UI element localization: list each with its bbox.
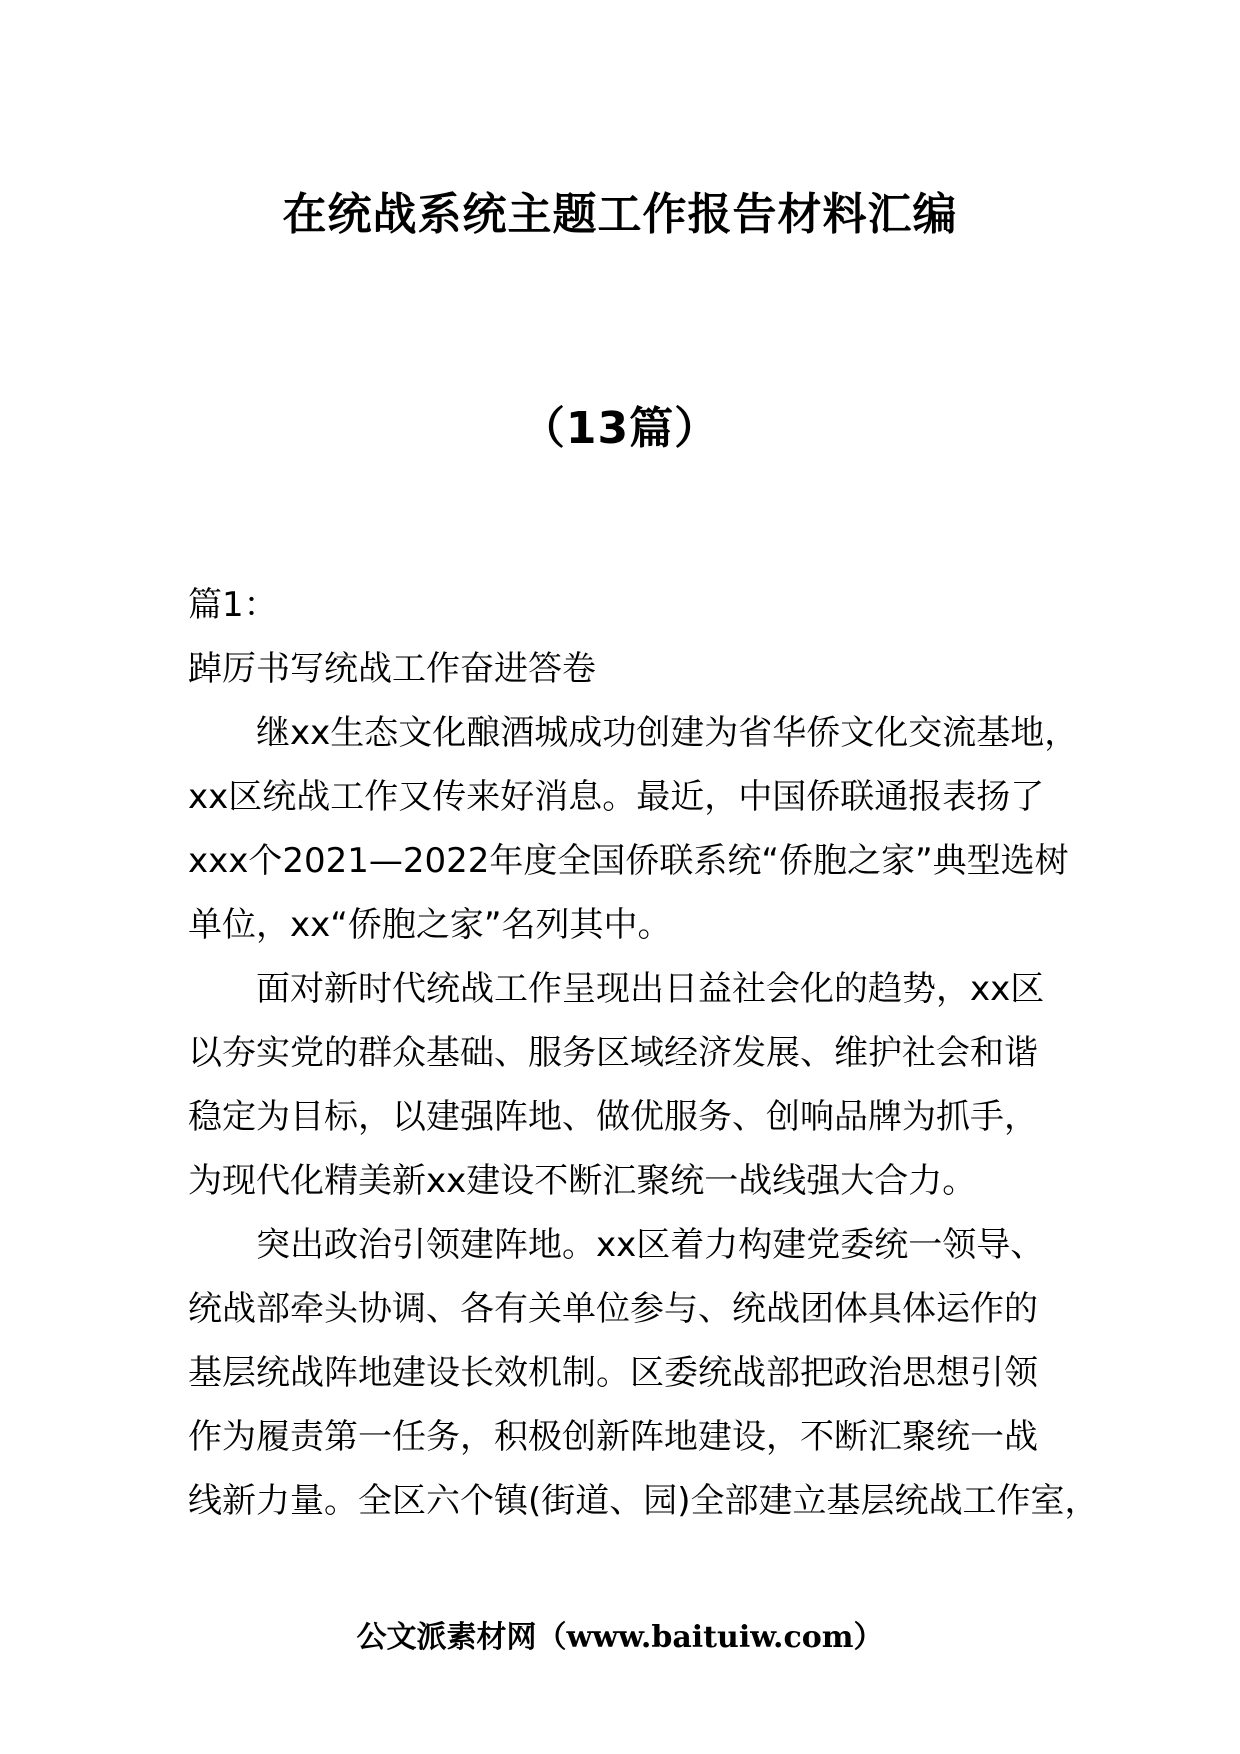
paragraph-line: 为现代化精美新xx建设不断汇聚统一战线强大合力。 bbox=[188, 1161, 977, 1201]
paragraph-line: 作为履责第一任务，积极创新阵地建设，不断汇聚统一战 bbox=[188, 1417, 1038, 1457]
document-title: 在统战系统主题工作报告材料汇编 bbox=[282, 189, 958, 240]
section-label: 篇1： bbox=[188, 585, 278, 625]
paragraph bbox=[188, 1213, 1099, 1533]
paragraph bbox=[188, 957, 1088, 1213]
paragraph-line: xxx个2021—2022年度全国侨联系统“侨胞之家”典型选树 bbox=[188, 841, 1069, 881]
paragraph-line: 基层统战阵地建设长效机制。区委统战部把政治思想引领 bbox=[188, 1353, 1038, 1393]
document-subtitle: （13篇） bbox=[520, 403, 720, 454]
paragraph-line: 线新力量。全区六个镇(街道、园)全部建立基层统战工作室， bbox=[188, 1481, 1099, 1521]
document-body bbox=[188, 573, 1099, 1533]
footer-source: 公文派素材网（www.baituiw.com） bbox=[356, 1620, 884, 1655]
paragraph bbox=[188, 701, 1088, 957]
paragraph-line: 统战部牵头协调、各有关单位参与、统战团体具体运作的 bbox=[188, 1289, 1038, 1329]
paragraph-line: 单位，xx“侨胞之家”名列其中。 bbox=[188, 905, 672, 945]
paragraph-line: 以夯实党的群众基础、服务区域经济发展、维护社会和谐 bbox=[188, 1033, 1038, 1073]
paragraph-line: 面对新时代统战工作呈现出日益社会化的趋势，xx区 bbox=[256, 969, 1045, 1009]
article-title: 踔厉书写统战工作奋进答卷 bbox=[188, 649, 596, 689]
paragraph-line: 突出政治引领建阵地。xx区着力构建党委统一领导、 bbox=[256, 1225, 1045, 1265]
paragraph-line: 稳定为目标，以建强阵地、做优服务、创响品牌为抓手， bbox=[188, 1097, 1038, 1137]
paragraph-line: xx区统战工作又传来好消息。最近，中国侨联通报表扬了 bbox=[188, 777, 1045, 817]
paragraph-line: 继xx生态文化酿酒城成功创建为省华侨文化交流基地， bbox=[256, 713, 1079, 753]
